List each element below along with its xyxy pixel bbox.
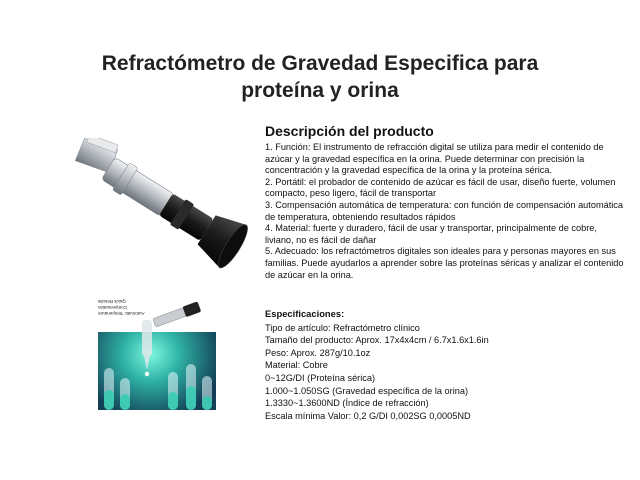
spec-item: Peso: Aprox. 287g/10.1oz (265, 347, 371, 358)
spec-item: 1.000~1.050SG (Gravedad específica de la orina) (265, 385, 469, 396)
spec-item: Tamaño del producto: Aprox. 17x4x4cm / 6.7x1.6x1.6in (265, 335, 489, 346)
photo-caption-line: Compensation (98, 305, 128, 310)
product-description (265, 122, 625, 281)
description-item: 4. Material: fuerte y duradero, fácil de usar y transportar, principalmente de cobre, liviano, no es fácil de dañar (265, 223, 597, 245)
description-item: 5. Adecuado: los refractómetros digitales son ideales para y personas mayores en sus familias. Puede ayudarlos a aprender sobre las proteínas séricas y analizar el contenido de azúcar en la orina. (265, 246, 624, 280)
refractometer-icon (62, 138, 252, 288)
description-item: 3. Compensación automática de temperatura: con función de compensación automática de temperatura, obteniendo resultados rápidos (265, 199, 624, 222)
description-item: 2. Portátil: el probador de contenido de azúcar es fácil de usar, diseño fuerte, volumen compacto, peso ligero, fácil de transportar (265, 176, 616, 199)
title-line-1: Refractómetro de Gravedad Especifica para (101, 52, 539, 75)
photo-caption-line: Quick Results (98, 299, 126, 304)
description-item: 1. Función: El instrumento de refracción digital se utiliza para medir el contenido de azúcar y la gravedad específica en la orina. Puede determinar con precisión la concentración y la gravedad específica de la orina y la proteína sérica. (265, 142, 604, 176)
specifications (265, 308, 625, 422)
specs-heading: Especificaciones: (265, 308, 345, 319)
page-title (60, 50, 580, 104)
spec-item: 0~12G/DI (Proteína sérica) (265, 372, 376, 383)
spec-item: Escala mínima Valor: 0,2 G/DI 0,002SG 0,0005ND (265, 410, 471, 421)
spec-item: Tipo de artículo: Refractómetro clínico (265, 322, 420, 333)
photo-caption (98, 298, 170, 316)
photo-caption-line: Automatic Temperature (98, 311, 145, 316)
description-heading: Descripción del producto (265, 123, 434, 139)
spec-item: Material: Cobre (265, 360, 328, 371)
spec-item: 1.3330~1.3600ND (Índice de refracción) (265, 398, 429, 409)
title-line-2: proteína y orina (241, 79, 399, 102)
